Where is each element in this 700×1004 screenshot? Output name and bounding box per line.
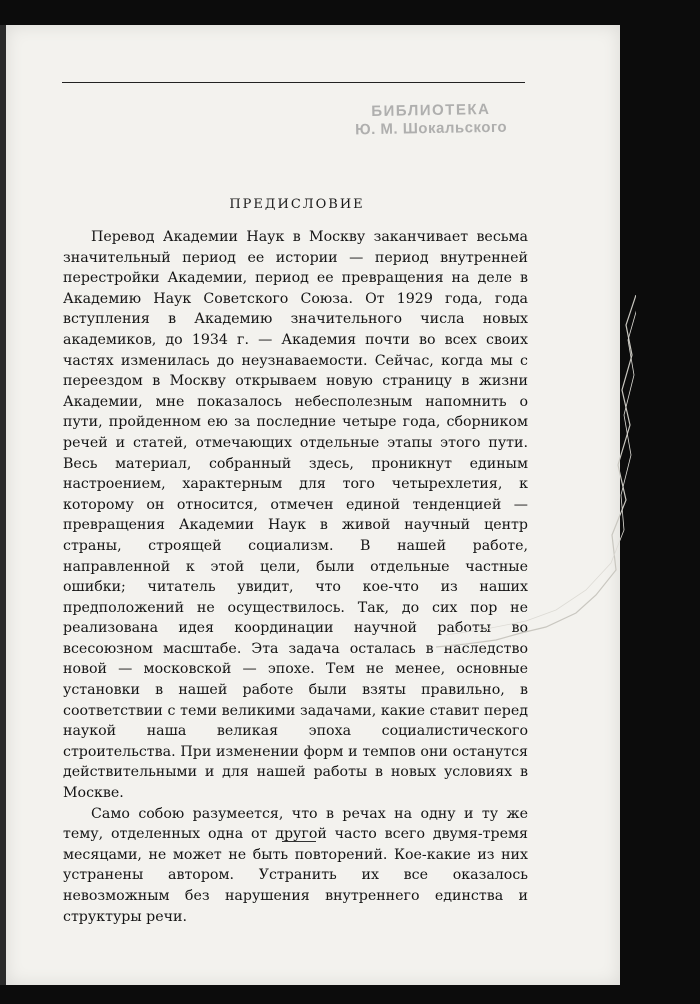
book-page xyxy=(6,25,620,985)
stamp-line-2: Ю. М. Шокальского xyxy=(355,118,508,139)
library-stamp xyxy=(346,101,517,140)
stamp-line-1: БИБЛИОТЕКА xyxy=(371,100,491,121)
paragraph-1: Перевод Академии Наук в Москву заканчивает весьма значительный период ее истории — период внутренней перестройки Академии, период ее превращения на деле в Академию Наук Советского Союза. От 1929 года, года вступления в Академию значительного числа новых академиков, до 1934 г. — Академия почти во всех своих частях изменилась до неузнаваемости. Сейчас, когда мы с переездом в Москву открываем новую страницу в жизни Академии, мне показалось небесполезным напомнить о пути, пройденном ею за последние четыре года, сборником речей и статей, отмечающих отдельные этапы этого пути. Весь материал, собранный здесь, проникнут единым настроением, характерным для того четырехлетия, к которому он относится, отмечен единой тенденцией — превращения Академии Наук в живой научный центр страны, строящей социализм. В нашей работе, направленной к этой цели, были отдельные частные ошибки; читатель увидит, что кое-что из наших предположений не осуществилось. Так, до сих пор не реализована идея координации научной работы во всесоюзном масштабе. Эта задача осталась в наследство новой — московской — эпохе. Тем не менее, основные установки в нашей работе были взяты правильно, в соответствии с теми великими задачами, какие ставит перед наукой наша великая эпоха социалистического строительства. При изменении форм и темпов они останутся действительными и для нашей работы в новых условиях в Москве. xyxy=(63,229,528,802)
paragraph-2: Само собою разумеется, что в речах на одну и ту же тему, отделенных одна от другой часто всего двумя-тремя месяцами, не может не быть повторений. Кое-какие из них устранены автором. Устранить их все оказалось невозможным без нарушения внутреннего единства и структуры речи. xyxy=(63,805,528,925)
header-rule xyxy=(62,82,525,83)
end-rule xyxy=(282,841,316,842)
preface-body xyxy=(63,227,528,927)
page-title: ПРЕДИСЛОВИЕ xyxy=(229,197,365,212)
